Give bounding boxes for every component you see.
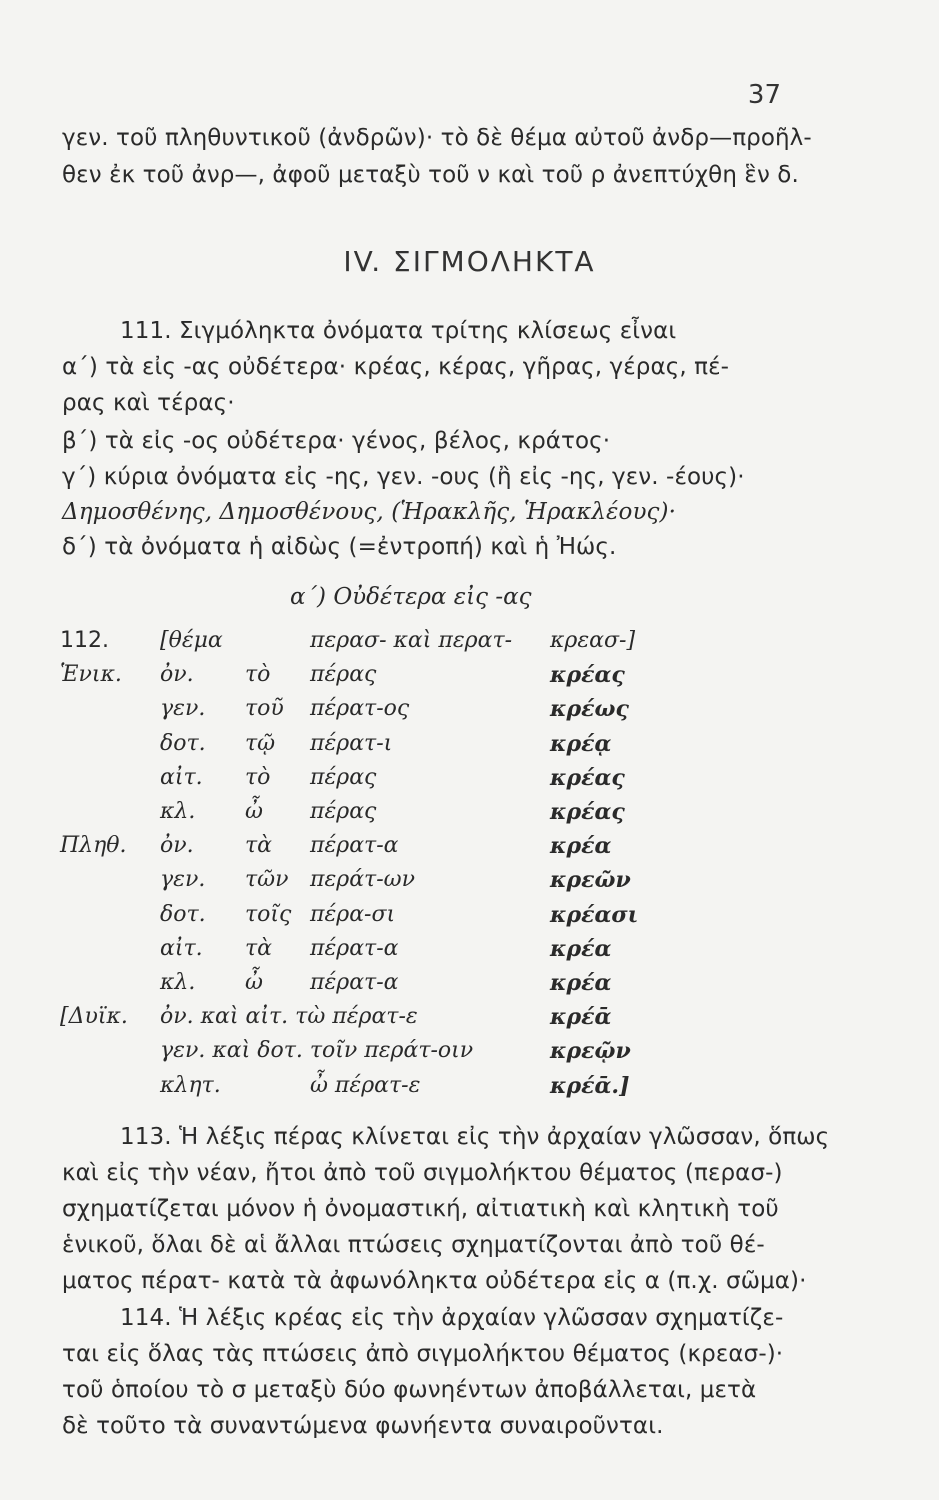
table-row [60,1073,760,1107]
table-row [60,1004,760,1038]
table-cell: πέρα-σι [310,901,396,927]
table-cell: [Δυϊκ. [60,1004,128,1030]
para-111-line-7: δ΄) τὰ ὀνόματα ἡ αἰδὼς (=ἐντροπή) καὶ ἡ Ἠώς. [62,534,617,560]
table-cell: 112. [60,628,109,653]
table-row [60,731,760,765]
para-113-line-4: ἑνικοῦ, ὅλαι δὲ αἱ ἄλλαι πτώσεις σχηματίζονται ἀπὸ τοῦ θέ- [62,1232,765,1258]
para-113-line-5: ματος πέρατ- κατὰ τὰ ἀφωνόληκτα οὐδέτερα εἰς α (π.χ. σῶμα)· [62,1268,807,1294]
para-113-line-2: καὶ εἰς τὴν νέαν, ἤτοι ἀπὸ τοῦ σιγμολήκτου θέματος (περασ-) [62,1160,783,1186]
table-cell: ὦ [245,970,263,995]
table-row [60,662,760,696]
table-cell: τοῦ [245,696,284,722]
table-cell: πέρας [310,662,377,688]
intro-line-2: θεν ἐκ τοῦ ἀνρ—, ἀφοῦ μεταξὺ τοῦ ν καὶ τοῦ ρ ἀνεπτύχθη ἓν δ. [62,162,799,188]
table-cell: αἰτ. [160,764,203,790]
table-cell: ὦ [245,799,263,824]
table-cell: κρέα [550,970,612,996]
para-114-line-4: δὲ τοῦτο τὰ συναντώμενα φωνήεντα συναιροῦνται. [62,1413,664,1439]
intro-line-1: γεν. τοῦ πληθυντικοῦ (ἀνδρῶν)· τὸ δὲ θέμα αὐτοῦ ἀνδρ—προῆλ- [62,125,812,151]
para-111-line-2: α΄) τὰ εἰς -ας οὐδέτερα· κρέας, κέρας, γῆρας, γέρας, πέ- [62,354,730,380]
table-cell: κρέως [550,696,629,723]
para-114-line-3: τοῦ ὁποίου τὸ σ μεταξὺ δύο φωνηέντων ἀποβάλλεται, μετὰ [62,1377,757,1403]
table-cell: δοτ. [160,901,206,927]
table-cell: πέρατ-α [310,970,399,995]
para-111-line-3: ρας καὶ τέρας· [62,390,235,416]
table-cell: κρέας [550,799,625,825]
table-cell: πέρατ-α [310,833,399,859]
para-111-line-6: Δημοσθένης, Δημοσθένους, (Ἡρακλῆς, Ἡρακλέους)· [62,499,676,525]
table-cell: δοτ. [160,730,206,756]
table-cell: γεν. [160,867,206,893]
table-row [60,902,760,936]
subsection-title: α΄) Οὐδέτερα εἰς -ας [290,584,532,610]
section-title: IV. ΣΙΓΜΟΛΗΚΤΑ [343,245,596,278]
table-cell: κρέᾱ.] [550,1072,630,1099]
para-111-line-4: β΄) τὰ εἰς -ος οὐδέτερα· γένος, βέλος, κράτος· [62,428,611,454]
table-cell: τὸ [245,764,271,790]
table-cell: κρέᾳ [550,730,612,757]
para-114-line-1: 114. Ἡ λέξις κρέας εἰς τὴν ἀρχαίαν γλῶσσαν σχηματίζε- [120,1305,784,1331]
table-cell: περασ- καὶ περατ- [310,628,513,653]
table-cell: κρεασ-] [550,628,636,653]
table-cell: τοῖς [245,901,292,927]
table-cell: πέρατ-α [310,935,399,961]
table-cell: κλ. [160,799,196,824]
table-cell: Πληθ. [60,833,127,859]
table-row [60,833,760,867]
para-111-line-1: 111. Σιγμόληκτα ὀνόματα τρίτης κλίσεως εἶναι [120,318,677,344]
table-cell: κρέα [550,833,612,860]
table-cell: κρέασι [550,901,639,928]
table-row [60,765,760,799]
table-cell: τὰ [245,935,273,961]
table-cell: τὰ [245,833,273,859]
page-number: 37 [747,80,781,110]
table-row [60,867,760,901]
table-cell: περάτ-ων [310,867,415,893]
table-row [60,970,760,1004]
table-row [60,696,760,730]
para-113-line-3: σχηματίζεται μόνον ἡ ὀνομαστική, αἰτιατικὴ καὶ κλητικὴ τοῦ [62,1196,779,1222]
para-113-line-1: 113. Ἡ λέξις πέρας κλίνεται εἰς τὴν ἀρχαίαν γλῶσσαν, ὅπως [120,1124,830,1150]
table-cell: κρέας [550,764,625,791]
table-row [60,936,760,970]
table-row [60,799,760,833]
table-row [60,628,760,662]
table-cell: κρέᾱ [550,1004,612,1031]
table-cell: πέρας [310,764,377,790]
table-cell: γεν. [160,696,206,722]
table-cell: κρεῷν [550,1038,631,1065]
table-cell: κρέα [550,935,612,962]
table-cell: Ἑνικ. [60,662,122,688]
table-cell: τῷ [245,730,276,756]
table-cell: ὀν. καὶ αἰτ. τὼ πέρατ-ε [160,1004,418,1030]
table-cell: πέρας [310,799,377,824]
table-cell: πέρατ-ι [310,730,393,756]
table-cell: [θέμα [160,628,223,653]
table-row [60,1038,760,1072]
table-cell: ὀν. [160,833,194,859]
table-cell: τὸ [245,662,271,688]
table-cell: κρεῶν [550,867,631,894]
table-cell: τῶν [245,867,289,893]
table-cell: κλ. [160,970,196,995]
para-111-line-5: γ΄) κύρια ὀνόματα εἰς -ης, γεν. -ους (ἢ εἰς -ης, γεν. -έους)· [62,464,745,490]
table-cell: πέρατ-ος [310,696,410,722]
table-cell: αἰτ. [160,935,203,961]
table-cell: γεν. καὶ δοτ. τοῖν περάτ-οιν [160,1038,474,1064]
table-cell: ὦ πέρατ-ε [310,1072,421,1098]
table-cell: κρέας [550,662,625,689]
table-cell: ὀν. [160,662,194,688]
para-114-line-2: ται εἰς ὅλας τὰς πτώσεις ἀπὸ σιγμολήκτου θέματος (κρεασ-)· [62,1341,784,1367]
table-cell: κλητ. [160,1072,221,1098]
